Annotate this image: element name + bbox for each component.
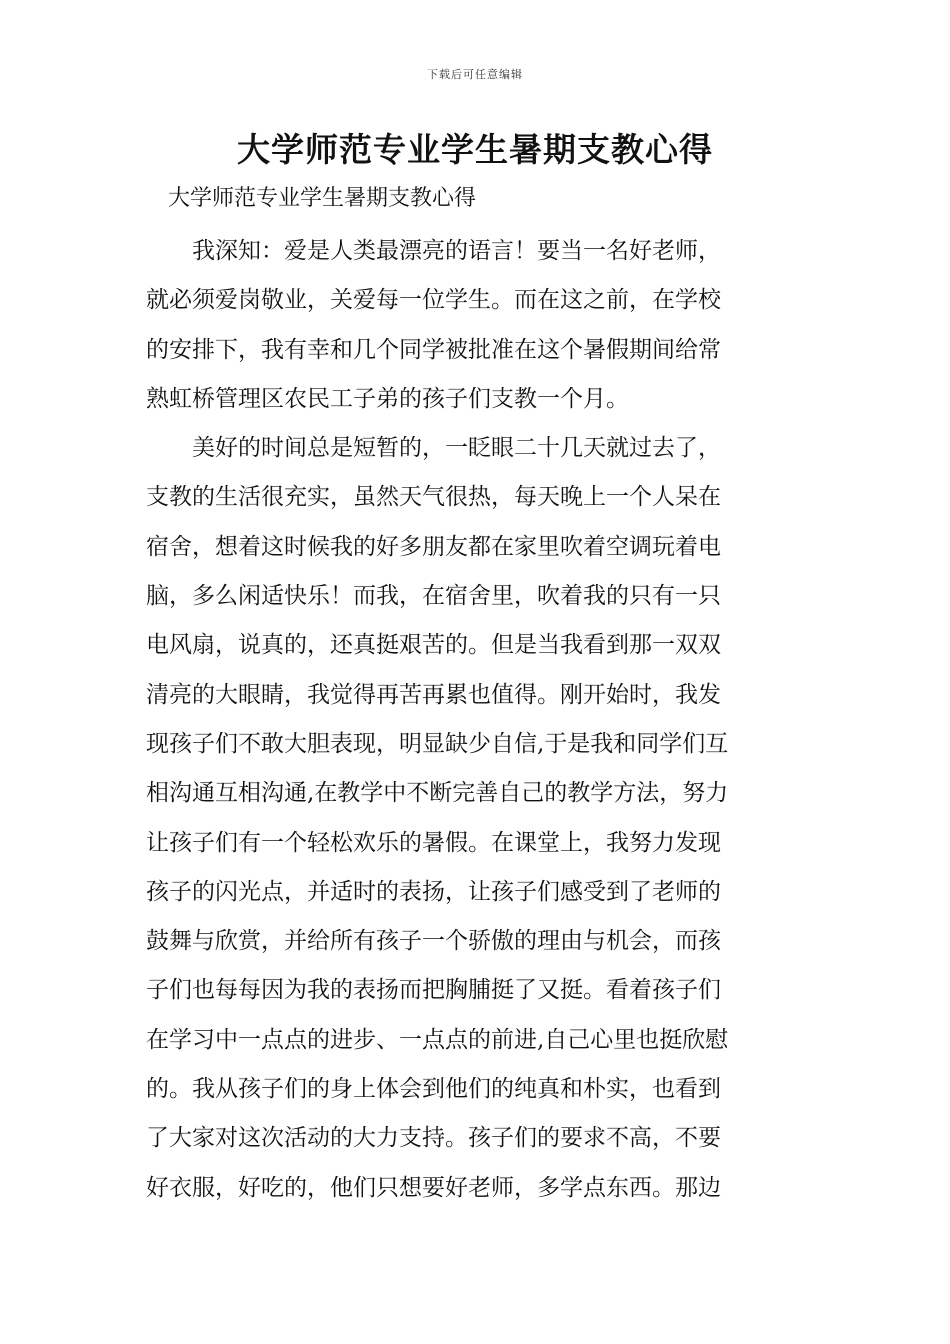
- paragraph-line: 在学习中一点点的进步、一点点的前进,自己心里也挺欣慰: [146, 1026, 729, 1053]
- paragraph-line: 熟虹桥管理区农民工子弟的孩子们支教一个月。: [146, 385, 629, 412]
- paragraph-line: 美好的时间总是短暂的，一眨眼二十几天就过去了，: [192, 435, 721, 462]
- document-subtitle: 大学师范专业学生暑期支教心得: [168, 186, 477, 211]
- paragraph-1: [146, 227, 808, 424]
- paragraph-line: 支教的生活很充实，虽然天气很热，每天晚上一个人呆在: [146, 484, 721, 511]
- paragraph-line: 了大家对这次活动的大力支持。孩子们的要求不高，不要: [146, 1125, 721, 1152]
- paragraph-line: 子们也每每因为我的表扬而把胸脯挺了又挺。看着孩子们: [146, 977, 721, 1004]
- paragraph-line: 电风扇，说真的，还真挺艰苦的。但是当我看到那一双双: [146, 632, 721, 659]
- paragraph-line: 清亮的大眼睛，我觉得再苦再累也值得。刚开始时，我发: [146, 681, 721, 708]
- document-body: [146, 227, 808, 1213]
- paragraph-line: 我深知：爱是人类最漂亮的语言！要当一名好老师，: [192, 238, 721, 264]
- header-note: 下载后可任意编辑: [427, 68, 523, 81]
- paragraph-line: 脑，多么闲适快乐！而我，在宿舍里，吹着我的只有一只: [146, 583, 721, 610]
- paragraph-line: 就必须爱岗敬业，关爱每一位学生。而在这之前，在学校: [146, 287, 721, 314]
- paragraph-line: 相沟通互相沟通,在教学中不断完善自己的教学方法，努力: [146, 780, 729, 807]
- paragraph-line: 孩子的闪光点，并适时的表扬，让孩子们感受到了老师的: [146, 878, 721, 905]
- paragraph-2: [146, 424, 808, 1213]
- paragraph-line: 的。我从孩子们的身上体会到他们的纯真和朴实，也看到: [146, 1076, 721, 1103]
- paragraph-line: 鼓舞与欣赏，并给所有孩子一个骄傲的理由与机会，而孩: [146, 928, 721, 955]
- paragraph-line: 让孩子们有一个轻松欢乐的暑假。在课堂上，我努力发现: [146, 829, 721, 856]
- paragraph-line: 现孩子们不敢大胆表现，明显缺少自信,于是我和同学们互: [146, 730, 729, 757]
- paragraph-line: 好衣服，好吃的，他们只想要好老师，多学点东西。那边: [146, 1174, 721, 1201]
- paragraph-line: 宿舍，想着这时候我的好多朋友都在家里吹着空调玩着电: [146, 533, 721, 560]
- paragraph-line: 的安排下，我有幸和几个同学被批准在这个暑假期间给常: [146, 336, 721, 363]
- document-title: 大学师范专业学生暑期支教心得: [237, 130, 713, 169]
